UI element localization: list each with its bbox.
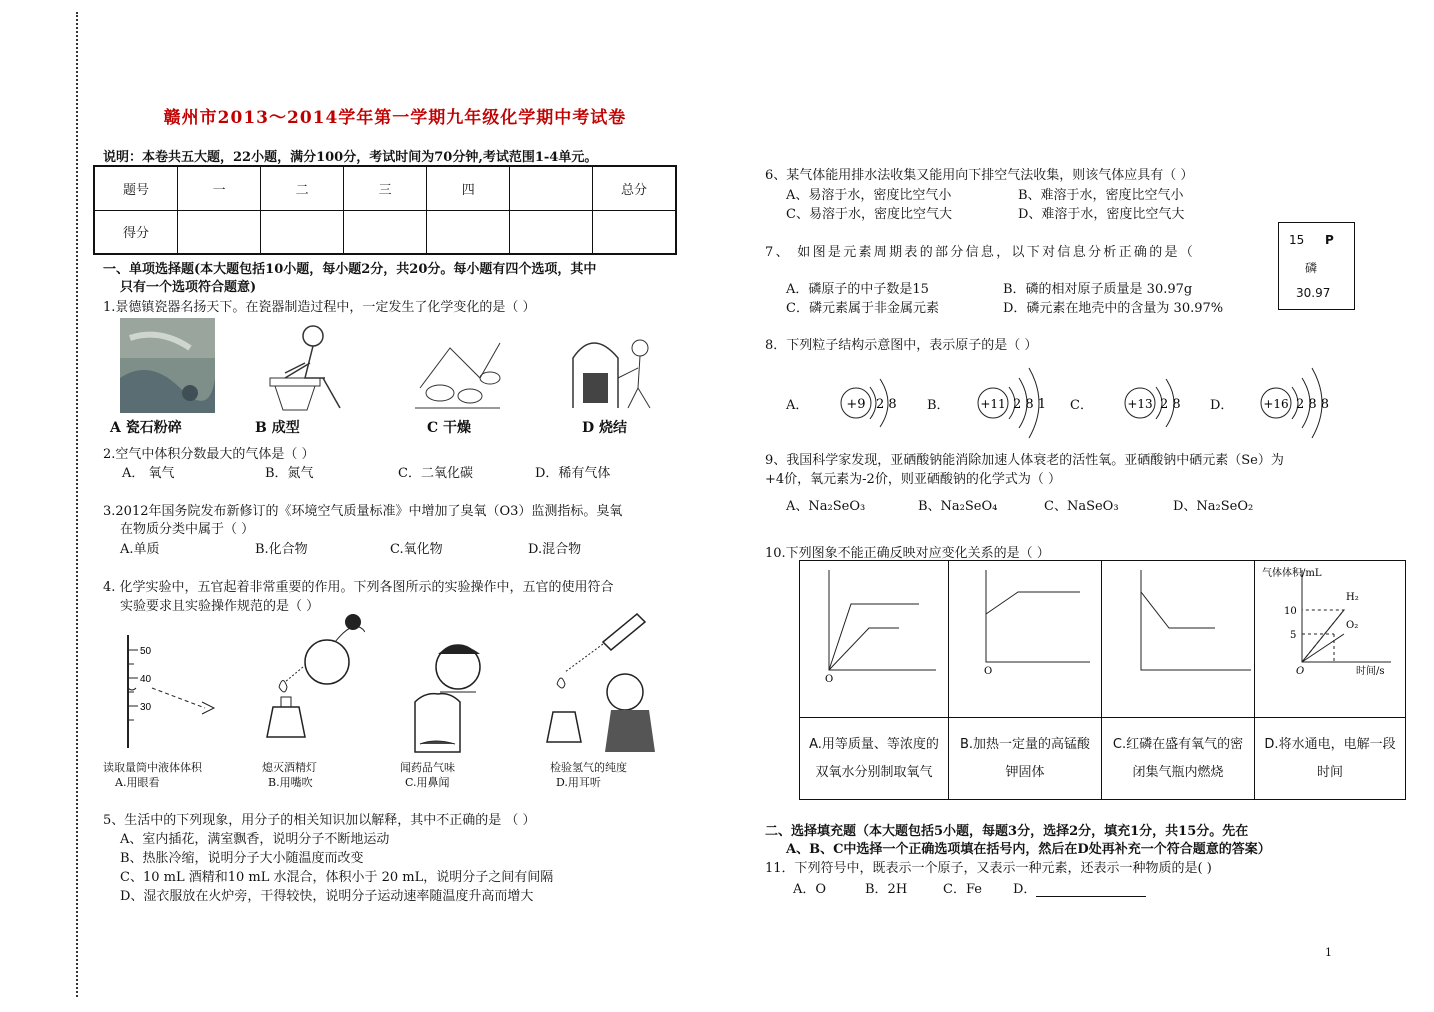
q10-graph-b-cell [949, 561, 1102, 718]
q4-fig-a-choice: A.用眼看 [115, 776, 160, 789]
atom-diagram-a [838, 365, 918, 441]
q3-option-a: A.单质 [120, 542, 160, 557]
q6-stem: 6、某气体能用排水法收集又能用向下排空气法收集，则该气体应具有（ ） [765, 168, 1194, 183]
q4-fig-c-choice: C.用鼻闻 [405, 776, 450, 789]
q9-option-c: C、NaSeO₃ [1044, 499, 1119, 514]
q10-graph-d [1256, 562, 1404, 712]
q9-stem: 9、我国科学家发现，亚硒酸钠能消除加速人体衰老的活性氧。亚硒酸钠中硒元素（Se）为 [765, 453, 1284, 468]
atom-c-shells: 2 8 [1160, 397, 1181, 412]
q3-option-b: B.化合物 [255, 542, 308, 557]
q7-option-a: A．磷原子的中子数是15 [786, 282, 929, 297]
q5-stem: 5、生活中的下列现象，用分子的相关知识加以解释，其中不正确的是 （ ） [103, 813, 536, 828]
q11-option-d [1013, 878, 1146, 897]
q10-graph-d-cell [1255, 561, 1406, 718]
q10-graph-a [801, 562, 947, 712]
score-header-cell [510, 166, 593, 210]
atom-b-nucleus: +11 [980, 397, 1006, 411]
page-number: 1 [1325, 946, 1332, 959]
q10-graph-b [950, 562, 1100, 712]
q11-option-b: B．2H [865, 882, 908, 897]
q7-stem: 7、 如图是元素周期表的部分信息，以下对信息分析正确的是（ [765, 245, 1196, 260]
score-header-cell: 四 [427, 166, 510, 210]
q4-fig-a-label: 读取量筒中液体体积 [103, 761, 202, 774]
q10-desc-d: D.将水通电，电解一段时间 [1255, 718, 1406, 800]
q1-figure-a [120, 318, 215, 413]
q4-fig-d-label: 检验氢气的纯度 [550, 761, 627, 774]
q9-option-d: D、Na₂SeO₂ [1173, 499, 1254, 514]
q1-figure-d [568, 318, 663, 413]
element-name: 磷 [1305, 261, 1318, 275]
q10-graph-table [799, 560, 1406, 800]
graph-d-y5: 5 [1290, 630, 1297, 641]
q4-fig-b-label: 熄灭酒精灯 [262, 761, 317, 774]
q4-fig-c-label: 闻药品气味 [400, 761, 455, 774]
q4-fig-d-choice: D.用耳听 [556, 776, 601, 789]
q9-option-b: B、Na₂SeO₄ [918, 499, 998, 514]
score-header-cell: 二 [261, 166, 344, 210]
graph-d-y10: 10 [1284, 606, 1297, 617]
score-cell[interactable] [178, 210, 261, 254]
q7-option-c: C．磷元素属于非金属元素 [786, 301, 939, 316]
q1-figure-c [410, 318, 505, 413]
score-cell[interactable] [592, 210, 676, 254]
cylinder-tick-30: 30 [140, 702, 152, 713]
graph-d-ylabel: 气体体积/mL [1262, 568, 1322, 579]
q4-stem: 4. 化学实验中，五官起着非常重要的作用。下列各图所示的实验操作中，五官的使用符合 [103, 580, 614, 595]
q6-option-d: D、难溶于水，密度比空气大 [1018, 207, 1185, 222]
q4-figure-hydrogen [545, 612, 665, 757]
q11-option-c: C．Fe [943, 882, 982, 897]
score-cell[interactable] [510, 210, 593, 254]
q8-label-a: A． [786, 398, 809, 413]
atom-c-nucleus: +13 [1127, 397, 1153, 411]
q5-option-c: C、10 mL 酒精和10 mL 水混合，体积小于 20 mL，说明分子之间有间隔 [120, 870, 554, 885]
exam-note: 说明：本卷共五大题，22小题，满分100分，考试时间为70分钟,考试范围1-4单元。 [103, 150, 598, 165]
q1-option-b: B 成型 [255, 420, 300, 436]
q10-desc-b: B.加热一定量的高锰酸钾固体 [949, 718, 1102, 800]
score-header-cell: 题号 [94, 166, 178, 210]
score-cell[interactable] [427, 210, 510, 254]
q5-option-a: A、室内插花，满室飘香，说明分子不断地运动 [120, 832, 390, 847]
cylinder-tick-40: 40 [140, 674, 152, 685]
q11-option-a: A．O [793, 882, 827, 897]
q11-stem: 11．下列符号中，既表示一个原子，又表示一种元素，还表示一种物质的是( ) [765, 861, 1212, 876]
q10-desc-a: A.用等质量、等浓度的双氧水分别制取氧气 [800, 718, 949, 800]
element-mass: 30.97 [1296, 286, 1331, 300]
q8-label-b: B． [927, 398, 950, 413]
q8-stem: 8．下列粒子结构示意图中，表示原子的是（ ） [765, 338, 1038, 353]
atom-a-shells: 2 8 [876, 397, 897, 412]
q2-option-c: C．二氧化碳 [398, 466, 473, 481]
q9-stem-cont: +4价，氧元素为-2价，则亚硒酸钠的化学式为（ ） [765, 472, 1061, 487]
graph-d-o2: O₂ [1346, 620, 1359, 631]
q4-figure-cylinder [110, 630, 230, 750]
periodic-table-cell [1278, 222, 1355, 310]
q10-graph-c [1103, 562, 1253, 712]
graph-b-origin: O [984, 666, 993, 677]
q10-graph-c-cell [1102, 561, 1255, 718]
section2-heading-cont: A、B、C中选择一个正确选项填在括号内，然后在D处再补充一个符合题意的答案） [786, 842, 1271, 857]
q6-option-b: B、难溶于水，密度比空气小 [1018, 188, 1184, 203]
q2-stem: 2.空气中体积分数最大的气体是（ ） [103, 447, 315, 462]
score-cell[interactable] [261, 210, 344, 254]
q8-label-c: C． [1070, 398, 1093, 413]
q1-figure-b [255, 318, 350, 413]
graph-d-h2: H₂ [1346, 592, 1359, 603]
q2-option-d: D．稀有气体 [535, 466, 611, 481]
q1-stem: 1.景德镇瓷器名扬天下。在瓷器制造过程中，一定发生了化学变化的是（ ） [103, 300, 536, 315]
q7-option-d: D．磷元素在地壳中的含量为 30.97% [1003, 301, 1224, 316]
atom-diagram-c [1122, 365, 1202, 441]
section1-heading-cont: 只有一个选项符合题意) [120, 280, 257, 295]
score-header-cell: 三 [344, 166, 427, 210]
q1-option-c: C 干燥 [427, 420, 472, 436]
binding-margin-line [76, 12, 78, 997]
q2-option-a: A． 氧气 [122, 466, 175, 481]
q2-option-b: B．氮气 [265, 466, 314, 481]
cylinder-tick-50: 50 [140, 646, 152, 657]
q10-stem: 10.下列图象不能正确反映对应变化关系的是（ ） [765, 546, 1050, 561]
q4-figure-lamp [265, 612, 365, 757]
q9-option-a: A、Na₂SeO₃ [786, 499, 866, 514]
atom-d-shells: 2 8 8 [1296, 397, 1330, 412]
section1-heading: 一、单项选择题(本大题包括10小题，每小题2分，共20分。每小题有四个选项，其中 [103, 262, 597, 277]
q4-stem-cont: 实验要求且实验操作规范的是（ ） [120, 599, 320, 614]
q10-graph-a-cell [800, 561, 949, 718]
q5-option-d: D、湿衣服放在火炉旁，干得较快，说明分子运动速率随温度升高而增大 [120, 889, 534, 904]
score-cell[interactable] [344, 210, 427, 254]
q5-option-b: B、热胀冷缩，说明分子大小随温度而改变 [120, 851, 364, 866]
graph-d-xlabel: 时间/s [1356, 666, 1385, 677]
q3-option-c: C.氧化物 [390, 542, 443, 557]
exam-title: 赣州市2013～2014学年第一学期九年级化学期中考试卷 [163, 108, 627, 128]
score-table [93, 165, 677, 255]
atom-diagram-d [1258, 360, 1348, 446]
atom-b-shells: 2 8 1 [1013, 397, 1047, 412]
q7-option-b: B．磷的相对原子质量是 30.97g [1003, 282, 1193, 297]
q3-stem-cont: 在物质分类中属于（ ） [120, 522, 255, 537]
q10-desc-c: C.红磷在盛有氧气的密闭集气瓶内燃烧 [1102, 718, 1255, 800]
q4-fig-b-choice: B.用嘴吹 [268, 776, 313, 789]
atom-d-nucleus: +16 [1263, 397, 1289, 411]
q6-option-a: A、易溶于水，密度比空气小 [786, 188, 952, 203]
q11-option-d-label: D． [1013, 882, 1037, 897]
q1-option-a: A 瓷石粉碎 [110, 420, 182, 436]
q1-option-d: D 烧结 [582, 420, 628, 436]
graph-a-origin: O [825, 674, 834, 685]
q3-option-d: D.混合物 [528, 542, 582, 557]
atom-a-nucleus: +9 [846, 397, 866, 412]
score-row-label: 得分 [94, 210, 178, 254]
atom-diagram-b [975, 360, 1065, 446]
q4-figure-smell [410, 632, 500, 757]
graph-d-origin: O [1296, 666, 1305, 677]
q3-stem: 3.2012年国务院发布新修订的《环境空气质量标准》中增加了臭氧（O3）监测指标。臭氧 [103, 504, 623, 519]
section2-heading: 二、选择填充题（本大题包括5小题，每题3分，选择2分，填充1分，共15分。先在 [765, 824, 1249, 839]
score-header-cell: 一 [178, 166, 261, 210]
score-header-cell: 总分 [592, 166, 676, 210]
q11-answer-blank[interactable] [1036, 884, 1146, 897]
element-symbol: P [1325, 233, 1334, 247]
q8-label-d: D． [1210, 398, 1234, 413]
q6-option-c: C、易溶于水，密度比空气大 [786, 207, 952, 222]
element-number: 15 [1289, 233, 1305, 247]
